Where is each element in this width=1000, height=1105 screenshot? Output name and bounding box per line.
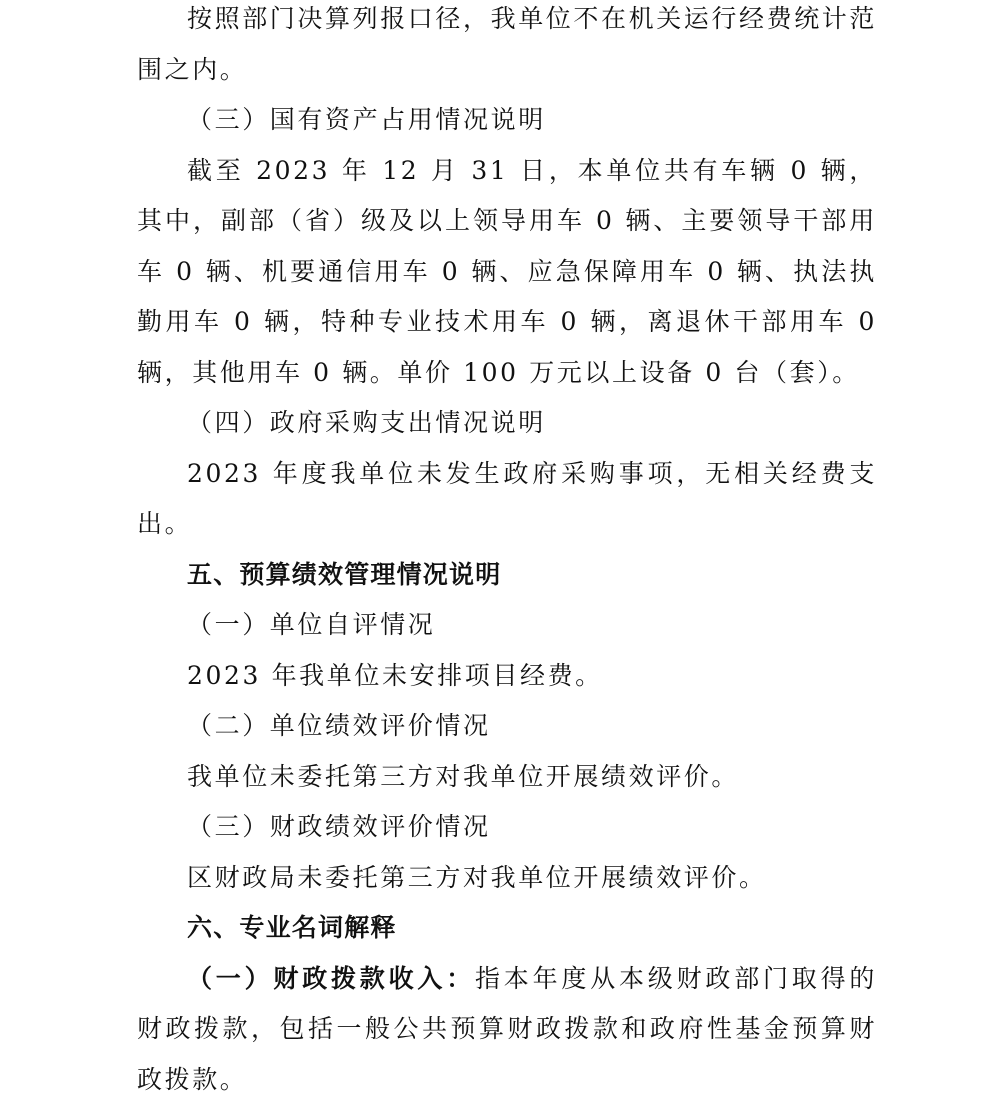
finance-evaluation-paragraph: 区财政局未委托第三方对我单位开展绩效评价。 (137, 853, 877, 904)
term-1-name: （一）财政拨款收入： (187, 964, 475, 993)
term-1-paragraph (137, 954, 877, 1105)
procurement-heading: （四）政府采购支出情况说明 (137, 398, 877, 449)
self-evaluation-paragraph: 2023 年我单位未安排项目经费。 (137, 651, 877, 702)
finance-evaluation-heading: （三）财政绩效评价情况 (137, 802, 877, 853)
document-page (137, 0, 877, 1105)
section-5-heading: 五、预算绩效管理情况说明 (137, 550, 877, 601)
public-funds-paragraph: 按照部门决算列报口径，我单位不在机关运行经费统计范围之内。 (137, 0, 877, 95)
section-6-heading: 六、专业名词解释 (137, 903, 877, 954)
unit-evaluation-heading: （二）单位绩效评价情况 (137, 701, 877, 752)
assets-heading: （三）国有资产占用情况说明 (137, 95, 877, 146)
unit-evaluation-paragraph: 我单位未委托第三方对我单位开展绩效评价。 (137, 752, 877, 803)
procurement-paragraph: 2023 年度我单位未发生政府采购事项，无相关经费支出。 (137, 449, 877, 550)
assets-paragraph: 截至 2023 年 12 月 31 日，本单位共有车辆 0 辆，其中，副部（省）级及以上领导用车 0 辆、主要领导干部用车 0 辆、机要通信用车 0 辆、应急保障用车 0 辆、执法执勤用车 0 辆，特种专业技术用车 0 辆，离退休干部用车 0 辆，其他用车 0 辆。单价 100 万元以上设备 0 台（套）。 (137, 146, 877, 399)
self-evaluation-heading: （一）单位自评情况 (137, 600, 877, 651)
term-1-definition: 指本年度从本级财政部门取得的财政拨款，包括一般公共预算财政拨款和政府性基金预算财政拨款。 (137, 964, 877, 1094)
